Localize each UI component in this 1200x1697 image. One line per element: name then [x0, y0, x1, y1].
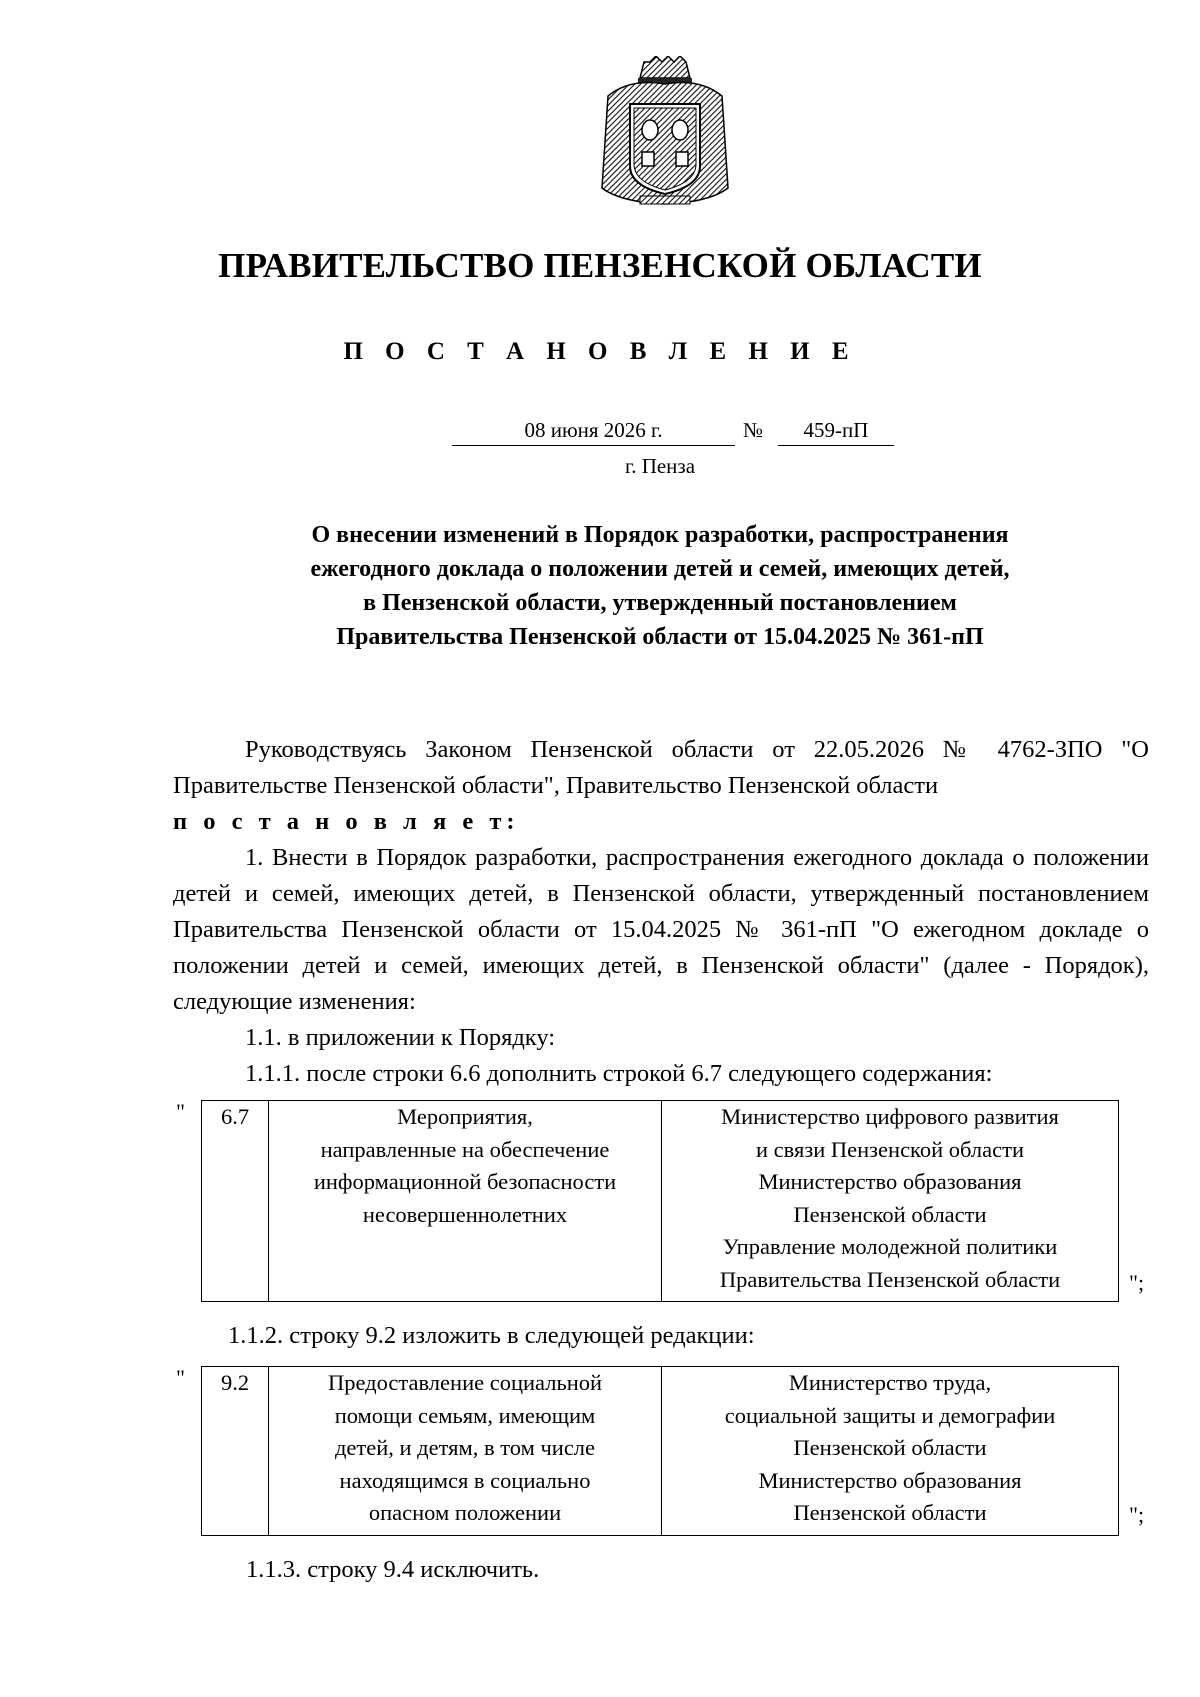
document-heading — [150, 518, 1170, 654]
item-1-1-1: 1.1.1. после строки 6.6 дополнить строкой 6.7 следующего содержания: — [245, 1060, 993, 1087]
cell-line: Министерство труда, — [788, 1370, 992, 1395]
item-1-1: 1.1. в приложении к Порядку: — [245, 1024, 556, 1051]
cell-line: несовершеннолетних — [362, 1201, 568, 1227]
cell-line: информационной безопасности — [313, 1169, 617, 1194]
row-executors — [662, 1367, 1119, 1536]
number-sign: № — [743, 418, 764, 442]
cell-line: Пензенской области — [793, 1435, 987, 1460]
intro-paragraph: Руководствуясь Законом Пензенской области от 22.05.2026 № 4762-ЗПО "О Правительстве Пензенской области", Правительство Пензенской области — [173, 736, 1149, 799]
cell-line: социальной защиты и демографии — [724, 1402, 1056, 1428]
quote-open-9-2: " — [176, 1365, 185, 1390]
cell-line: Министерство образования — [758, 1169, 1022, 1194]
body-intro — [173, 732, 1149, 1092]
table-row-6-7 — [201, 1100, 1119, 1302]
cell-line: и связи Пензенской области — [756, 1136, 1024, 1162]
city: г. Пенза — [624, 454, 696, 478]
item-1: 1. Внести в Порядок разработки, распространения ежегодного доклада о положении детей и семей, имеющих детей, в Пензенской области, утвержденный постановлением Правительства Пензенской области от 15.04.2025 № 361-пП "О ежегодном докладе о положении детей и семей, имеющих детей, в Пензенской области" (далее - Порядок), следующие изменения: — [173, 844, 1149, 1015]
cell-line: Мероприятия, — [397, 1104, 533, 1129]
table-row-9-2 — [201, 1366, 1119, 1536]
quote-close-9-2: "; — [1129, 1502, 1145, 1527]
heading-line: ежегодного доклада о положении детей и семей, имеющих детей, — [310, 556, 1010, 582]
cell-line: опасном положении — [368, 1500, 562, 1525]
row-number: 6.7 — [202, 1101, 269, 1302]
item-1-1-2: 1.1.2. строку 9.2 изложить в следующей редакции: — [228, 1322, 755, 1349]
cell-line: помощи семьям, имеющим — [334, 1402, 596, 1428]
heading-line: Правительства Пензенской области от 15.04.2025 № 361-пП — [336, 624, 984, 650]
cell-line: находящимся в социально — [339, 1467, 591, 1493]
document-number: 459-пП — [778, 418, 894, 446]
row-executors — [662, 1101, 1119, 1302]
organization-title: ПРАВИТЕЛЬСТВО ПЕНЗЕНСКОЙ ОБЛАСТИ — [218, 246, 982, 285]
cell-line: Пензенской области — [793, 1201, 987, 1227]
quote-close-6-7: "; — [1129, 1270, 1145, 1295]
document-date: 08 июня 2026 г. — [452, 418, 735, 446]
cell-line: Министерство цифрового развития — [721, 1104, 1059, 1129]
row-activity — [269, 1367, 662, 1536]
heading-line: в Пензенской области, утвержденный постановлением — [363, 590, 957, 616]
cell-line: направленные на обеспечение — [320, 1136, 610, 1162]
row-number: 9.2 — [202, 1367, 269, 1536]
cell-line: Пензенской области — [793, 1500, 987, 1525]
cell-line: Предоставление социальной — [327, 1370, 603, 1395]
row-activity — [269, 1101, 662, 1302]
cell-line: Министерство образования — [758, 1467, 1022, 1493]
document-type: П О С Т А Н О В Л Е Н И Е — [343, 338, 857, 365]
quote-open-6-7: " — [176, 1099, 185, 1124]
cell-line: Управление молодежной политики — [722, 1234, 1058, 1259]
cell-line: детей, и детям, в том числе — [334, 1435, 596, 1460]
item-1-1-3: 1.1.3. строку 9.4 исключить. — [246, 1556, 540, 1583]
decides-word: п о с т а н о в л я е т: — [173, 808, 520, 835]
heading-line: О внесении изменений в Порядок разработки, распространения — [311, 522, 1009, 548]
cell-line: Правительства Пензенской области — [719, 1266, 1061, 1292]
coat-of-arms-icon — [600, 56, 730, 206]
